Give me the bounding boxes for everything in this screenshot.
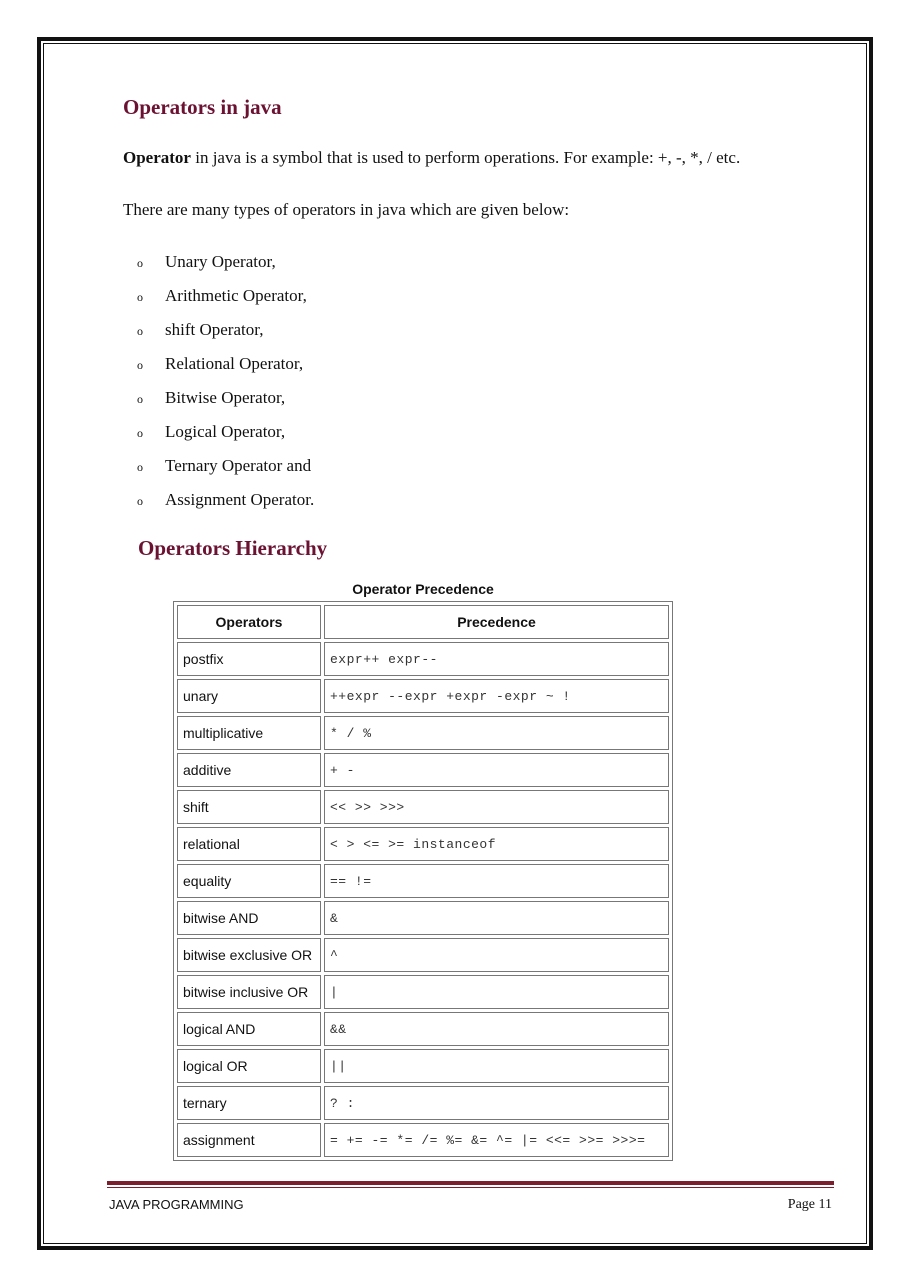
- bullet-icon: o: [137, 460, 143, 474]
- bullet-icon: o: [137, 358, 143, 372]
- list-item-label: Arithmetic Operator,: [165, 286, 307, 305]
- list-item: [137, 422, 314, 456]
- column-header-operators: Operators: [177, 605, 321, 639]
- list-item: [137, 354, 314, 388]
- bullet-icon: o: [137, 392, 143, 406]
- bullet-icon: o: [137, 256, 143, 270]
- table-row: [177, 1086, 669, 1120]
- column-header-precedence: Precedence: [324, 605, 669, 639]
- list-item-label: Ternary Operator and: [165, 456, 312, 475]
- precedence-table: [173, 601, 673, 1161]
- list-item: [137, 456, 314, 490]
- list-item-label: Bitwise Operator,: [165, 388, 286, 407]
- table-row: [177, 901, 669, 935]
- operator-category-cell: relational: [177, 827, 321, 861]
- table-row: [177, 864, 669, 898]
- footer-title: JAVA PROGRAMMING: [109, 1197, 244, 1212]
- operator-category-cell: ternary: [177, 1086, 321, 1120]
- operator-category-cell: shift: [177, 790, 321, 824]
- table-row: [177, 1012, 669, 1046]
- bullet-icon: o: [137, 494, 143, 508]
- list-item-label: Logical Operator,: [165, 422, 286, 441]
- operator-category-cell: unary: [177, 679, 321, 713]
- operator-symbols-cell: < > <= >= instanceof: [324, 827, 669, 861]
- operator-type-list: [137, 252, 314, 524]
- operator-category-cell: bitwise exclusive OR: [177, 938, 321, 972]
- table-row: [177, 1049, 669, 1083]
- bullet-icon: o: [137, 324, 143, 338]
- list-item: [137, 490, 314, 524]
- operator-symbols-cell: * / %: [324, 716, 669, 750]
- operator-symbols-cell: ++expr --expr +expr -expr ~ !: [324, 679, 669, 713]
- operator-symbols-cell: << >> >>>: [324, 790, 669, 824]
- list-item: [137, 286, 314, 320]
- bullet-icon: o: [137, 426, 143, 440]
- table-caption: Operator Precedence: [352, 581, 494, 597]
- footer-rule-thick: [107, 1181, 834, 1185]
- list-item-label: Unary Operator,: [165, 252, 276, 271]
- table-row: [177, 679, 669, 713]
- operator-category-cell: bitwise inclusive OR: [177, 975, 321, 1009]
- operator-category-cell: multiplicative: [177, 716, 321, 750]
- table-body: [177, 642, 669, 1157]
- list-item-label: Relational Operator,: [165, 354, 304, 373]
- list-item: [137, 252, 314, 286]
- table-row: [177, 753, 669, 787]
- operator-category-cell: postfix: [177, 642, 321, 676]
- types-intro: There are many types of operators in java which are given below:: [123, 200, 570, 219]
- table-row: [177, 975, 669, 1009]
- table-header-row: [177, 605, 669, 639]
- operator-symbols-cell: &&: [324, 1012, 669, 1046]
- list-item-label: Assignment Operator.: [165, 490, 315, 509]
- operator-symbols-cell: expr++ expr--: [324, 642, 669, 676]
- operator-symbols-cell: + -: [324, 753, 669, 787]
- operator-symbols-cell: |: [324, 975, 669, 1009]
- table-row: [177, 827, 669, 861]
- footer-rule-thin: [107, 1187, 834, 1188]
- operator-category-cell: equality: [177, 864, 321, 898]
- operator-category-cell: logical AND: [177, 1012, 321, 1046]
- section-title-operators: Operators in java: [123, 95, 282, 119]
- page-number: Page 11: [787, 1197, 832, 1212]
- operator-category-cell: assignment: [177, 1123, 321, 1157]
- intro-text: in java is a symbol that is used to perform operations. For example: +, -, *, / etc.: [190, 148, 741, 167]
- operator-symbols-cell: ? :: [324, 1086, 669, 1120]
- intro-paragraph: [123, 148, 740, 168]
- operator-symbols-cell: = += -= *= /= %= &= ^= |= <<= >>= >>>=: [324, 1123, 669, 1157]
- operator-symbols-cell: &: [324, 901, 669, 935]
- operator-category-cell: logical OR: [177, 1049, 321, 1083]
- table-row: [177, 790, 669, 824]
- operator-symbols-cell: ^: [324, 938, 669, 972]
- table-row: [177, 938, 669, 972]
- table-row: [177, 1123, 669, 1157]
- list-item-label: shift Operator,: [165, 320, 264, 339]
- bullet-icon: o: [137, 290, 143, 304]
- table-row: [177, 716, 669, 750]
- intro-bold-term: Operator: [123, 148, 191, 167]
- list-item: [137, 320, 314, 354]
- section-title-hierarchy: Operators Hierarchy: [138, 536, 328, 560]
- operator-symbols-cell: == !=: [324, 864, 669, 898]
- table-row: [177, 642, 669, 676]
- operator-symbols-cell: ||: [324, 1049, 669, 1083]
- list-item: [137, 388, 314, 422]
- operator-category-cell: bitwise AND: [177, 901, 321, 935]
- operator-category-cell: additive: [177, 753, 321, 787]
